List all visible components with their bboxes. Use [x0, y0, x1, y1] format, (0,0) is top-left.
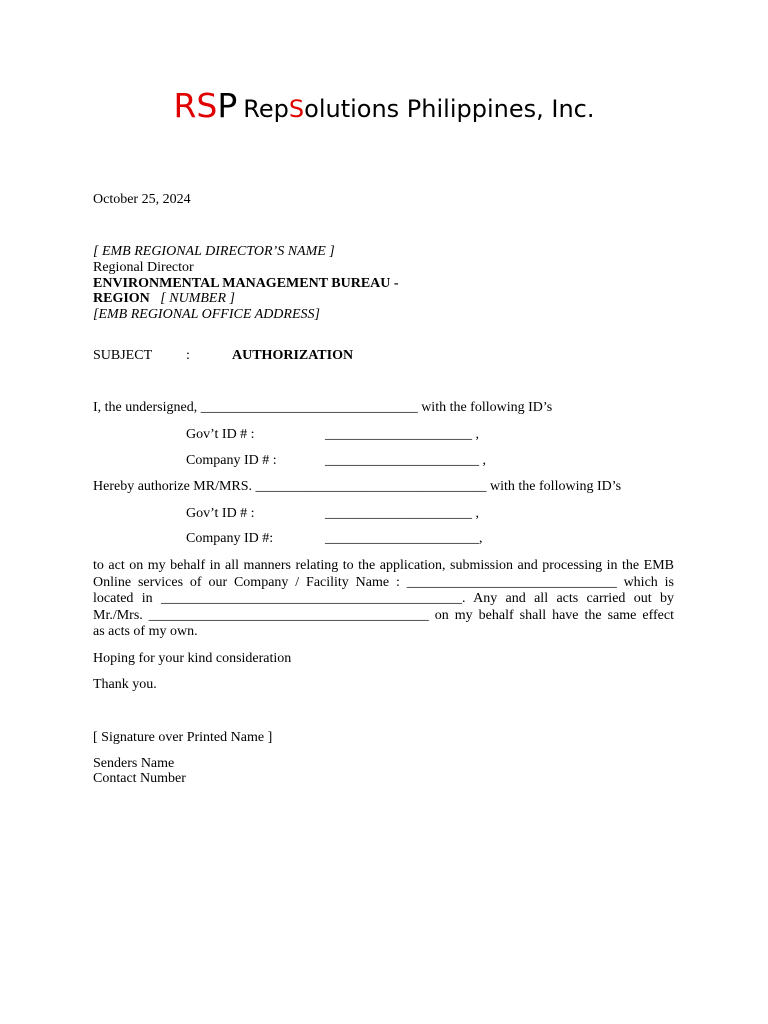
company-name-part1: Rep — [243, 95, 289, 123]
govt-id-blank: _____________________ , — [325, 427, 479, 442]
logo-black-part: P — [217, 86, 238, 125]
paragraph-line: located in ___________________________________________. Any and all acts carried out by — [93, 591, 674, 606]
subject-colon: : — [186, 348, 190, 363]
recipient-address: [EMB REGIONAL OFFICE ADDRESS] — [93, 307, 320, 322]
region-number: [ NUMBER ] — [160, 291, 235, 306]
recipient-title: Regional Director — [93, 260, 194, 275]
region-label: REGION — [93, 291, 150, 306]
company-name-part2: S — [288, 95, 305, 123]
letterhead — [0, 86, 768, 125]
company-logo — [174, 86, 238, 125]
recipient-office: ENVIRONMENTAL MANAGEMENT BUREAU - — [93, 276, 399, 291]
subject-value: AUTHORIZATION — [232, 348, 354, 363]
recipient-name: [ EMB REGIONAL DIRECTOR’S NAME ] — [93, 244, 335, 259]
authorization-paragraph — [93, 558, 674, 641]
authorized-govt-id-label: Gov’t ID # : — [186, 506, 255, 521]
closing-hoping: Hoping for your kind consideration — [93, 651, 292, 666]
contact-number: Contact Number — [93, 771, 186, 786]
company-name-part3: olutions Philippines, Inc. — [304, 95, 595, 123]
logo-red-part: RS — [173, 86, 218, 125]
recipient-region — [93, 291, 235, 307]
authorized-company-id-blank: ______________________, — [325, 531, 483, 546]
authorized-govt-id-blank: _____________________ , — [325, 506, 479, 521]
senders-name: Senders Name — [93, 756, 175, 771]
paragraph-line: as acts of my own. — [93, 624, 198, 639]
paragraph-line: Mr./Mrs. ________________________________________ on my behalf shall have the same effect — [93, 607, 674, 623]
authorized-company-id-label: Company ID #: — [186, 531, 274, 546]
letter-date: October 25, 2024 — [93, 192, 191, 207]
paragraph-line: to act on my behalf in all manners relating to the application, submission and processing in the EMB — [93, 558, 674, 573]
subject-label: SUBJECT — [93, 348, 153, 363]
paragraph-line: Online services of our Company / Facility Name : ______________________________ which is — [93, 574, 674, 590]
authorize-line: Hereby authorize MR/MRS. _________________________________ with the following ID’s — [93, 479, 622, 494]
govt-id-label: Gov’t ID # : — [186, 427, 255, 442]
closing-thanks: Thank you. — [93, 677, 157, 692]
signature-placeholder: [ Signature over Printed Name ] — [93, 730, 273, 745]
company-id-blank: ______________________ , — [325, 453, 486, 468]
undersigned-line: I, the undersigned, _______________________________ with the following ID’s — [93, 400, 553, 415]
company-name — [243, 95, 594, 123]
subject-line — [93, 348, 693, 364]
company-id-label: Company ID # : — [186, 453, 277, 468]
